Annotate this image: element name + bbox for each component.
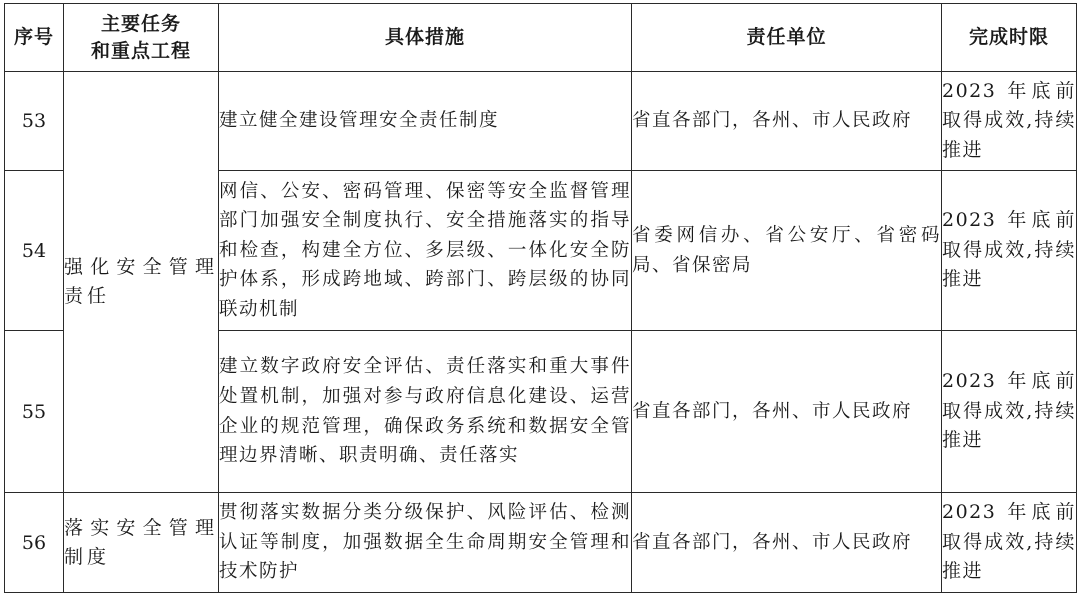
row-measure: 网信、公安、密码管理、保密等安全监督管理部门加强安全制度执行、安全措施落实的指导和检查，构建全方位、多层级、一体化安全防护体系，形成跨地域、跨部门、跨层级的协同联动机制 (219, 171, 632, 331)
row-task: 落实安全管理制度 (64, 493, 219, 593)
row-unit: 省委网信办、省公安厅、省密码局、省保密局 (632, 171, 942, 331)
header-unit: 责任单位 (632, 4, 942, 72)
header-row (5, 4, 1077, 72)
row-seq: 56 (5, 493, 64, 593)
table-row (5, 72, 1077, 171)
row-deadline: 2023 年底前取得成效,持续推进 (942, 493, 1077, 593)
row-seq: 55 (5, 331, 64, 493)
row-deadline: 2023 年底前取得成效,持续推进 (942, 72, 1077, 171)
row-measure: 建立数字政府安全评估、责任落实和重大事件处置机制，加强对参与政府信息化建设、运营企业的规范管理，确保政务系统和数据安全管理边界清晰、职责明确、责任落实 (219, 331, 632, 493)
row-unit: 省直各部门，各州、市人民政府 (632, 493, 942, 593)
measures-table (4, 3, 1077, 593)
row-seq: 54 (5, 171, 64, 331)
row-task-merged: 强化安全管理责任 (64, 72, 219, 493)
row-measure: 建立健全建设管理安全责任制度 (219, 72, 632, 171)
table-row (5, 493, 1077, 593)
row-seq: 53 (5, 72, 64, 171)
header-task-line2: 和重点工程 (90, 39, 191, 62)
header-measures: 具体措施 (219, 4, 632, 72)
row-deadline: 2023 年底前取得成效,持续推进 (942, 171, 1077, 331)
header-deadline: 完成时限 (942, 4, 1077, 72)
row-deadline: 2023 年底前取得成效,持续推进 (942, 331, 1077, 493)
row-measure: 贯彻落实数据分类分级保护、风险评估、检测认证等制度，加强数据全生命周期安全管理和技术防护 (219, 493, 632, 593)
header-task (64, 4, 219, 72)
row-unit: 省直各部门，各州、市人民政府 (632, 72, 942, 171)
row-unit: 省直各部门，各州、市人民政府 (632, 331, 942, 493)
header-seq: 序号 (5, 4, 64, 72)
header-task-line1: 主要任务 (100, 12, 181, 35)
